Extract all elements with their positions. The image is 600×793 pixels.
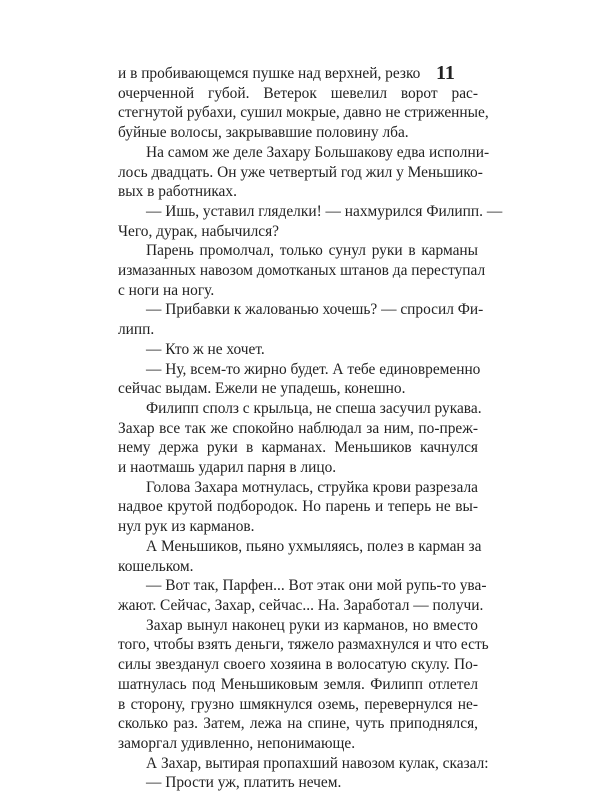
text-line: стегнутой рубахи, сушил мокрые, давно не стриженные,: [118, 104, 489, 122]
text-line: того, чтобы взять деньги, тяжело размахнулся и что есть: [118, 636, 489, 654]
text-line: и наотмашь ударил парня в лицо.: [118, 459, 337, 477]
text-line: А Меньшиков, пьяно ухмыляясь, полез в карман за: [146, 537, 482, 555]
text-line: измазанных навозом домотканых штанов да переступал: [118, 262, 486, 280]
text-line: — Ишь, уставил гляделки! — нахмурился Филипп. —: [146, 202, 503, 220]
text-line: буйные волосы, закрывавшие половину лба.: [118, 124, 409, 142]
text-line: — Ну, всем-то жирно будет. А тебе единовременно: [146, 360, 481, 378]
text-line: Парень промолчал, только сунул руки в карманы: [146, 242, 478, 260]
text-line: очерченной губой. Ветерок шевелил ворот рас-: [118, 84, 478, 102]
text-line: сейчас выдам. Ежели не упадешь, конешно.: [118, 380, 406, 398]
text-line: нул рук из карманов.: [118, 518, 255, 536]
text-line: А Захар, вытирая пропахший навозом кулак, сказал:: [146, 754, 489, 772]
text-line: Голова Захара мотнулась, струйка крови разрезала: [146, 478, 478, 496]
body-text: [118, 64, 503, 793]
text-line: вых в работниках.: [118, 183, 237, 201]
text-line: силы звезданул своего хозяина в волосатую скулу. По-: [118, 656, 478, 674]
text-line: Чего, дурак, набычился?: [118, 222, 280, 240]
text-line: — Прости уж, платить нечем.: [146, 774, 342, 792]
text-line: с ноги на ногу.: [118, 281, 215, 299]
text-line: На самом же деле Захару Большакову едва исполни-: [146, 143, 490, 161]
text-line: лось двадцать. Он уже четвертый год жил у Меньшико-: [118, 163, 483, 181]
page-number: 11: [436, 62, 455, 84]
text-line: и в пробивающемся пушке над верхней, резко: [118, 65, 421, 82]
text-line: сколько раз. Затем, лежа на спине, чуть приподнялся,: [118, 715, 478, 733]
text-line: нему держа руки в карманах. Меньшиков качнулся: [118, 439, 478, 457]
text-line: жают. Сейчас, Захар, сейчас... На. Заработал — получи.: [118, 596, 484, 614]
text-line: — Кто ж не хочет.: [146, 340, 265, 358]
text-line: в сторону, грузно шмякнулся оземь, перевернулся не-: [118, 695, 478, 713]
text-line: липп.: [118, 321, 155, 339]
text-line: надвое крутой подбородок. Но парень и теперь не вы-: [118, 498, 478, 516]
text-line: — Вот так, Парфен... Вот этак они мой рупь-то ува-: [146, 577, 487, 595]
text-line: Филипп сполз с крыльца, не спеша засучил рукава.: [146, 399, 482, 417]
text-line: — Прибавки к жалованью хочешь? — спросил Фи-: [146, 301, 484, 319]
text-line: кошельком.: [118, 557, 194, 575]
text-line: заморгал удивленно, непонимающе.: [118, 734, 356, 752]
text-line: Захар вынул наконец руки из карманов, но вместо: [146, 616, 478, 634]
text-line: Захар все так же спокойно наблюдал за ним, по-преж-: [118, 419, 478, 437]
text-line: шатнулась под Меньшиковым земля. Филипп отлетел: [118, 675, 478, 693]
